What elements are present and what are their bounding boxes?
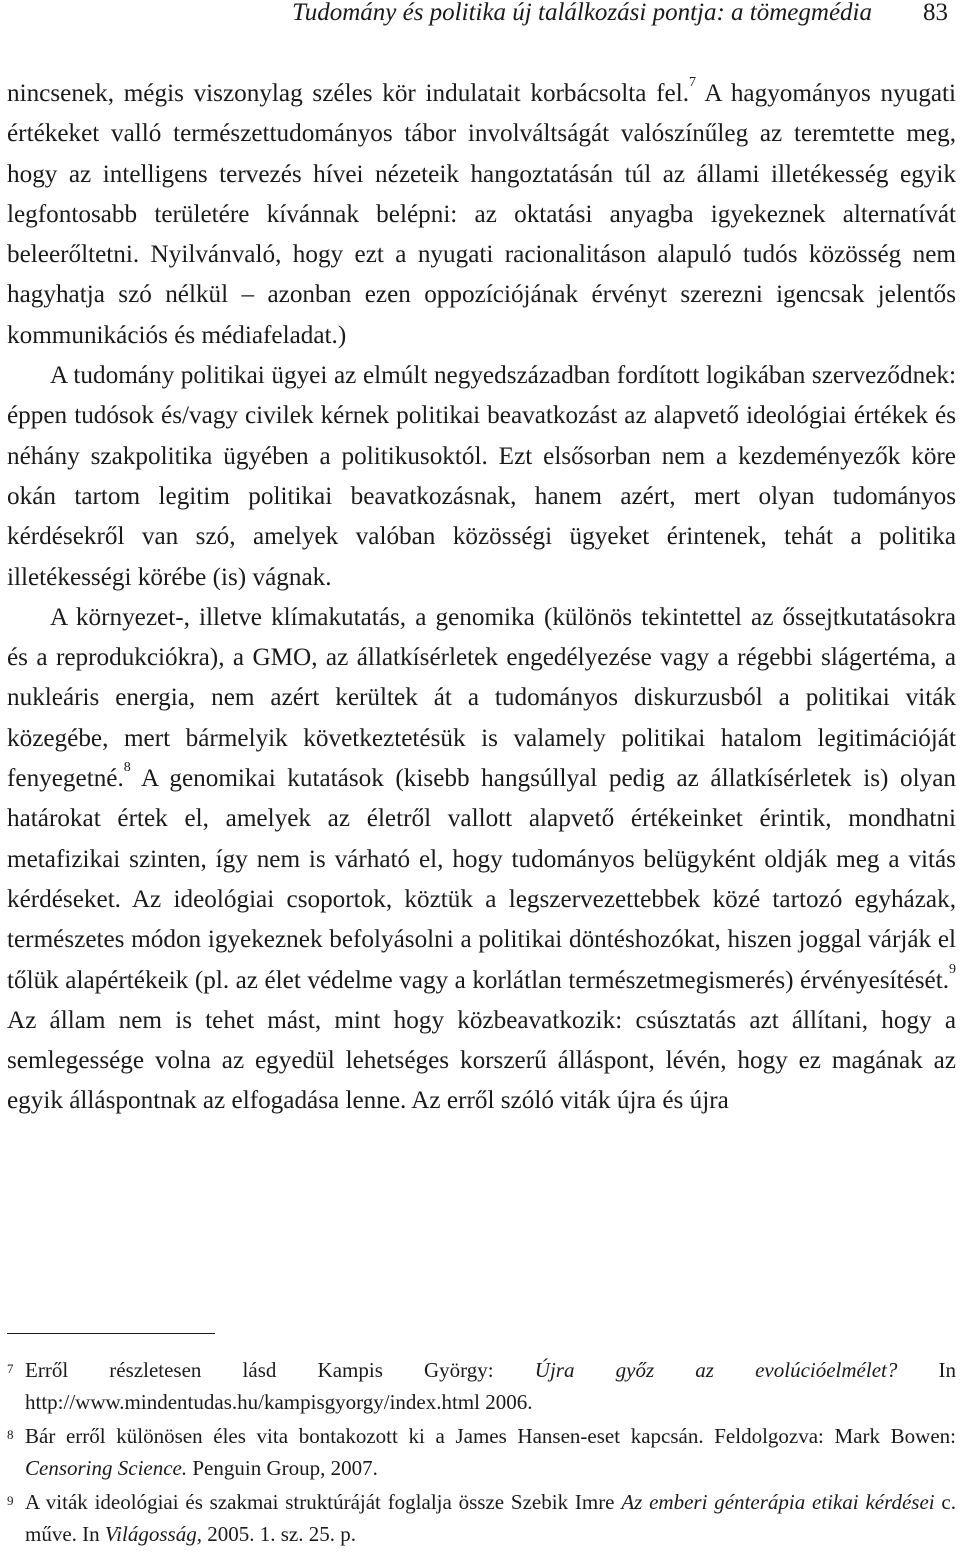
footnote-ref-7: 7 [689, 75, 697, 90]
page-header [0, 0, 956, 34]
footnote-8-text-a: Bár erről különösen éles vita bontakozott ki a James Hansen-eset kapcsán. Feldolgozva: Mark Bowen: [25, 1424, 956, 1448]
footnote-7-text-a: Erről részletesen lásd Kampis György: [25, 1358, 535, 1382]
body-text [7, 74, 956, 1122]
footnote-9-text-a: A viták ideológiai és szakmai struktúráját foglalja össze Szebik Imre [25, 1490, 622, 1514]
footnote-separator [7, 1333, 215, 1334]
paragraph-1-text-a: nincsenek, mégis viszonylag széles kör indulatait korbácsolta fel. [7, 80, 690, 107]
footnotes [7, 1355, 956, 1553]
footnote-8 [7, 1421, 956, 1484]
footnote-9-text-b: c. műve. In [25, 1490, 956, 1546]
footnote-7-title: Újra győz az evolúcióelmélet? [534, 1358, 898, 1382]
footnote-8-title: Censoring Science. [25, 1455, 188, 1480]
paragraph-3 [7, 598, 956, 1122]
footnote-9-text-c: 2005. 1. sz. 25. p. [201, 1521, 356, 1546]
paragraph-3-text-a: A környezet-, illetve klímakutatás, a genomika (különös tekintettel az őssejtkutatásokra és a reprodukciókra), a GMO, az állatkísérletek engedélyezése vagy a régebbi slágertéma, a nukleáris energia, nem azért kerültek át a tudományos diskurzusból a politikai viták közegébe, mert bármelyik következtetésük is valamely politikai hatalom legitimációját fenyegetné. [7, 603, 956, 793]
paragraph-1 [7, 74, 956, 356]
running-title: Tudomány és politika új találkozási pontja: a tömegmédia [292, 0, 872, 26]
footnote-number: 9 [7, 1493, 14, 1508]
footnote-9-journal: Világosság, [104, 1521, 202, 1546]
paragraph-3-text-c: Az állam nem is tehet mást, mint hogy közbeavatkozik: csúsztatás azt állítani, hogy a semlegessége volna az egyedül lehetséges korszerű álláspont, lévén, hogy ez magának az egyik álláspontnak az elfogadása lenne. Az erről szóló viták újra és újra [7, 1006, 956, 1115]
footnote-ref-8: 8 [123, 760, 131, 776]
footnote-9-title: Az emberi génterápia etikai kérdései [621, 1490, 935, 1514]
footnote-7 [7, 1355, 956, 1418]
footnote-text [25, 1487, 956, 1550]
footnote-number: 7 [7, 1361, 14, 1376]
page-number: 83 [923, 0, 948, 26]
footnote-text [25, 1355, 956, 1418]
paragraph-2: A tudomány politikai ügyei az elmúlt negyedszázadban fordított logikában szerveződnek: éppen tudósok és/vagy civilek kérnek politikai beavatkozást az alapvető ideológiai értékek és néhány szakpolitika ügyében a politikusoktól. Ezt elsősorban nem a kezdeményezők köre okán tartom legitim politikai beavatkozásnak, hanem azért, mert olyan tudományos kérdésekről van szó, amelyek valóban közösségi ügyeket érintenek, tehát a politika illetékességi körébe (is) vágnak. [7, 362, 956, 591]
footnote-ref-9: 9 [949, 961, 956, 977]
footnote-text [25, 1421, 956, 1484]
paragraph-1-text-b: A hagyományos nyugati értékeket valló természettudományos tábor involváltságát valószínűleg az teremtette meg, hogy az intelligens tervezés hívei nézeteik hangoztatásán túl az állami illetékesség egyik legfontosabb területére kívánnak belépni: az oktatási anyagba igyekeznek alternatívát beleerőltetni. Nyilvánvaló, hogy ezt a nyugati racionalitáson alapuló tudós közösség nem hagyhatja szó nélkül – azonban ezen oppozíciójának érvényt szerezni igencsak jelentős kommunikációs és médiafeladat.) [7, 80, 957, 349]
paragraph-3-text-b: A genomikai kutatások (kisebb hangsúllyal pedig az állatkísérletek is) olyan határokat értek el, amelyek az életről vallott alapvető értékeinket érintik, mondhatni metafizikai szinten, így nem is várható el, hogy tudományos belügyként oldják meg a vitás kérdéseket. Az ideológiai csoportok, köztük a legszervezettebbek közé tartozó egyházak, természetes módon igyekeznek befolyásolni a politikai döntéshozókat, hiszen joggal várják el tőlük alapértékeik (pl. az élet védelme vagy a korlátlan természetmegismerés) érvényesítését. [7, 765, 956, 994]
footnote-7-text-b: In http://www.mindentudas.hu/kampisgyorgy/index.html 2006. [25, 1358, 957, 1414]
footnote-8-text-b: Penguin Group, 2007. [187, 1455, 378, 1480]
footnote-9 [7, 1487, 956, 1550]
footnote-number: 8 [7, 1427, 14, 1442]
